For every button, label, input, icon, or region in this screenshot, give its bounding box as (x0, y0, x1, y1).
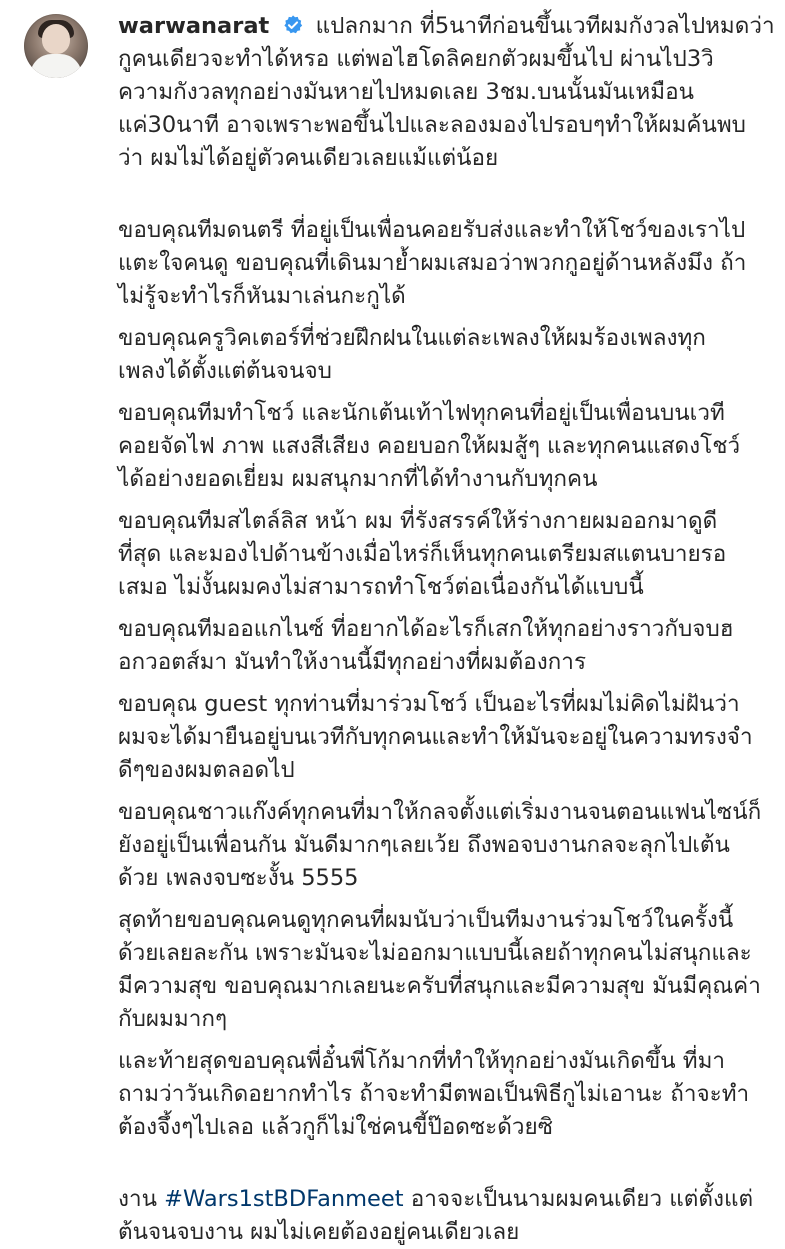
caption-body (118, 10, 773, 1249)
paragraph-spacer (118, 313, 773, 322)
thanks-paragraph (118, 214, 773, 313)
caption-intro (118, 10, 773, 175)
caption-text-line: ที่สุด และมองไปด้านข้างเมื่อไหร่ก็เห็นทุกคนเตรียมสแตนบายรอ (118, 541, 727, 567)
paragraph-spacer (118, 1036, 773, 1045)
caption-text-line: ขอบคุณทีมออแกไนซ์ ที่อยากได้อะไรก็เสกให้ทุกอย่างราวกับจบฮ (118, 616, 734, 642)
profile-avatar[interactable] (24, 14, 88, 78)
caption-text-line: ดีๆของผมตลอดไป (118, 757, 295, 783)
paragraph-spacer (118, 895, 773, 904)
thanks-paragraph (118, 688, 773, 787)
caption-text-line: ขอบคุณทีมสไตล์ลิส หน้า ผม ที่รังสรรค์ให้ร่างกายผมออกมาดูดี (118, 508, 718, 534)
paragraph-spacer (118, 679, 773, 688)
verified-badge-icon (282, 13, 304, 35)
caption-text-line: ยังอยู่เป็นเพื่อนกัน มันดีมากๆเลยเว้ย ถึงพอจบงานกลจะลุกไปเต้น (118, 832, 730, 858)
caption-text-line: อกวอตส์มา มันทำให้งานนี้มีทุกอย่างที่ผมต้องการ (118, 649, 587, 675)
paragraph-spacer (118, 604, 773, 613)
caption-text-line: ว่า ผมไม่ได้อยู่ตัวคนเดียวเลยแม้แต่น้อย (118, 145, 499, 171)
caption-text-line: ผมจะได้มายืนอยู่บนเวทีกับทุกคนและทำให้มันจะอยู่ในความทรงจำ (118, 724, 753, 750)
thanks-paragraph (118, 796, 773, 895)
caption-text-line: ขอบคุณชาวแก๊งค์ทุกคนที่มาให้กลจตั้งแต่เริ่มงานจนตอนแฟนไซน์ก็ (118, 799, 762, 825)
paragraph-spacer (118, 175, 773, 214)
caption-text-line: กับผมมากๆ (118, 1006, 228, 1032)
paragraph-spacer (118, 787, 773, 796)
caption-text-line: มีความสุข ขอบคุณมากเลยนะครับที่สนุกและมีความสุข มันมีคุณค่า (118, 973, 761, 999)
caption-text-line: คอยจัดไฟ ภาพ แสงสีเสียง คอยบอกให้ผมสู้ๆ และทุกคนแสดงโชว์ (118, 433, 741, 459)
caption-text-line: แตะใจคนดู ขอบคุณที่เดินมาย้ำผมเสมอว่าพวกกูอยู่ด้านหลังมึง ถ้า (118, 250, 747, 276)
closing-suffix: อาจจะเป็นนามผมคนเดียว แต่ตั้งแต่ (403, 1186, 754, 1212)
avatar-shirt (30, 54, 82, 78)
caption-text-line: เสมอ ไม่งั้นผมคงไม่สามารถทำโชว์ต่อเนื่องกันได้แบบนี้ (118, 574, 644, 600)
caption-text-line: กูคนเดียวจะทำได้หรอ แต่พอไฮโดลิคยกตัวผมขึ้นไป ผ่านไป3วิ (118, 46, 714, 72)
caption-first-line (118, 10, 773, 43)
caption-text-line: ได้อย่างยอดเยี่ยม ผมสนุกมากที่ได้ทำงานกับทุกคน (118, 466, 598, 492)
caption-text-line: ขอบคุณทีมทำโชว์ และนักเต้นเท้าไฟทุกคนที่อยู่เป็นเพื่อนบนเวที (118, 400, 725, 426)
caption-text-line: ต้องจึ้งๆไปเลอ แล้วกูก็ไม่ใช่คนขี้ป๊อดซะด้วยซิ (118, 1114, 553, 1140)
caption-text-line: ไม่รู้จะทำไรก็หันมาเล่นกะกูได้ (118, 283, 406, 309)
thanks-paragraph (118, 505, 773, 604)
caption-text-line: ขอบคุณ guest ทุกท่านที่มาร่วมโชว์ เป็นอะไรที่ผมไม่คิดไม่ฝันว่า (118, 691, 740, 717)
caption-text-line: เพลงได้ตั้งแต่ต้นจนจบ (118, 358, 332, 384)
caption-text-line: ความกังวลทุกอย่างมันหายไปหมดเลย 3ชม.บนนั้นมันเหมือน (118, 79, 694, 105)
caption-text-line: แค่30นาที อาจเพราะพอขึ้นไปและลองมองไปรอบๆทำให้ผมค้นพบ (118, 112, 746, 138)
thanks-paragraph (118, 1045, 773, 1144)
closing-prefix: งาน (118, 1186, 165, 1212)
avatar-face (42, 24, 70, 54)
caption-text-line: ต้นจนจบงาน ผมไม่เคยต้องอยู่คนเดียวเลย (118, 1219, 520, 1245)
hashtag-link[interactable]: #Wars1stBDFanmeet (164, 1186, 404, 1212)
caption-text-line: แปลกมาก ที่5นาทีก่อนขึ้นเวทีผมกังวลไปหมดว่า (315, 13, 775, 39)
paragraph-spacer (118, 496, 773, 505)
caption-text-line: ด้วยเลยละกัน เพราะมันจะไม่ออกมาแบบนี้เลยถ้าทุกคนไม่สนุกและ (118, 940, 752, 966)
thanks-paragraph (118, 397, 773, 496)
caption-text-line: สุดท้ายขอบคุณคนดูทุกคนที่ผมนับว่าเป็นทีมงานร่วมโชว์ในครั้งนี้ (118, 907, 734, 933)
caption-text-line: ถามว่าวันเกิดอยากทำไร ถ้าจะทำมีตพอเป็นพิธีกูไม่เอานะ ถ้าจะทำ (118, 1081, 750, 1107)
paragraph-spacer (118, 1144, 773, 1183)
thanks-paragraph (118, 322, 773, 388)
username-link[interactable]: warwanarat (118, 13, 270, 39)
closing-paragraph (118, 1183, 773, 1249)
caption-text-line: ด้วย เพลงจบซะงั้น 5555 (118, 865, 359, 891)
caption-text-line: และท้ายสุดขอบคุณพี่อั๋นพี่โก้มากที่ทำให้ทุกอย่างมันเกิดขึ้น ที่มา (118, 1048, 726, 1074)
caption-text-line: ขอบคุณทีมดนตรี ที่อยู่เป็นเพื่อนคอยรับส่งและทำให้โชว์ของเราไป (118, 217, 746, 243)
thanks-paragraph (118, 613, 773, 679)
caption-text-line: ขอบคุณครูวิคเตอร์ที่ช่วยฝึกฝนในแต่ละเพลงให้ผมร้องเพลงทุก (118, 325, 706, 351)
paragraph-spacer (118, 388, 773, 397)
thanks-paragraph (118, 904, 773, 1036)
